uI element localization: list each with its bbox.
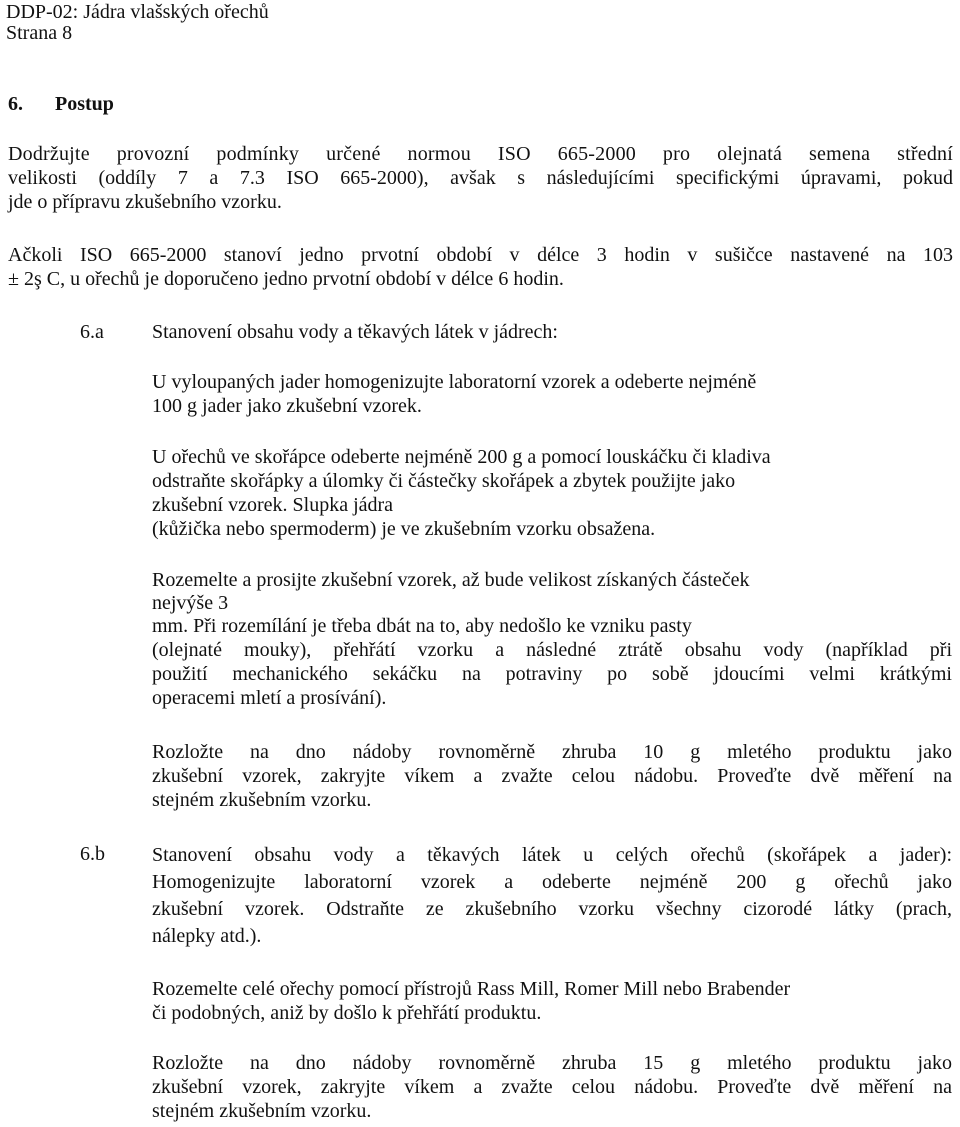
page-header	[6, 2, 606, 44]
paragraph-line: U ořechů ve skořápce odeberte nejméně 200 g a pomocí louskáčku či kladiva	[152, 446, 771, 468]
section-title: Postup	[55, 93, 114, 115]
paragraph-line: nejvýše 3	[152, 592, 229, 614]
paragraph-line: zkušební vzorek, zakryjte víkem a zvažte celou nádobu. Proveďte dvě měření na	[152, 1076, 952, 1098]
section-heading	[8, 92, 114, 116]
note-paragraph	[8, 243, 953, 291]
subsection-a-title: Stanovení obsahu vody a těkavých látek v jádrech:	[152, 321, 558, 343]
document-title: DDP-02: Jádra vlašských ořechů	[6, 1, 269, 23]
section-number: 6.	[8, 93, 23, 115]
paragraph-line: nálepky atd.).	[152, 925, 262, 947]
subsection-b-paragraph-2	[152, 977, 952, 1025]
intro-line: velikosti (oddíly 7 a 7.3 ISO 665-2000), avšak s následujícími specifickými úpravami, pokud	[8, 167, 953, 189]
subsection-a-number: 6.a	[80, 321, 104, 343]
paragraph-line: Rozemelte a prosijte zkušební vzorek, až bude velikost získaných částeček	[152, 569, 750, 591]
paragraph-line: zkušební vzorek. Odstraňte ze zkušebního vzorku všechny cizorodé látky (prach,	[152, 898, 952, 920]
paragraph-line: Rozložte na dno nádoby rovnoměrně zhruba 10 g mletého produktu jako	[152, 741, 952, 763]
subsection-b-paragraph-1	[152, 842, 952, 950]
page-number: Strana 8	[6, 22, 73, 44]
intro-line: Dodržujte provozní podmínky určené normou ISO 665-2000 pro olejnatá semena střední	[8, 143, 953, 165]
paragraph-line: Stanovení obsahu vody a těkavých látek u celých ořechů (skořápek a jader):	[152, 844, 952, 866]
paragraph-line: použití mechanického sekáčku na potraviny po sobě jdoucími velmi krátkými	[152, 663, 952, 685]
intro-paragraph	[8, 142, 953, 214]
paragraph-line: 100 g jader jako zkušební vzorek.	[152, 395, 422, 417]
paragraph-line: Rozemelte celé ořechy pomocí přístrojů Rass Mill, Romer Mill nebo Brabender	[152, 978, 791, 1000]
subsection-a-paragraph-3	[152, 568, 952, 710]
intro-line: jde o přípravu zkušebního vzorku.	[8, 191, 282, 213]
paragraph-line: zkušební vzorek, zakryjte víkem a zvažte celou nádobu. Proveďte dvě měření na	[152, 765, 952, 787]
paragraph-line: Homogenizujte laboratorní vzorek a odeberte nejméně 200 g ořechů jako	[152, 871, 952, 893]
paragraph-line: zkušební vzorek. Slupka jádra	[152, 494, 394, 516]
paragraph-line: operacemi mletí a prosívání).	[152, 687, 387, 709]
paragraph-line: (olejnaté mouky), přehřátí vzorku a následné ztrátě obsahu vody (například při	[152, 639, 952, 661]
paragraph-line: mm. Při rozemílání je třeba dbát na to, aby nedošlo ke vzniku pasty	[152, 615, 692, 637]
subsection-a-paragraph-4	[152, 740, 952, 812]
paragraph-line: Rozložte na dno nádoby rovnoměrně zhruba 15 g mletého produktu jako	[152, 1052, 952, 1074]
subsection-b-number: 6.b	[80, 843, 105, 865]
note-line: Ačkoli ISO 665-2000 stanoví jedno prvotní období v délce 3 hodin v sušičce nastavené na 103	[8, 244, 953, 266]
paragraph-line: odstraňte skořápky a úlomky či částečky skořápek a zbytek použijte jako	[152, 470, 736, 492]
paragraph-line: stejném zkušebním vzorku.	[152, 789, 372, 811]
note-line: ± 2ş C, u ořechů je doporučeno jedno prvotní období v délce 6 hodin.	[8, 268, 564, 290]
paragraph-line: či podobných, aniž by došlo k přehřátí produktu.	[152, 1002, 542, 1024]
paragraph-line: stejném zkušebním vzorku.	[152, 1100, 372, 1122]
paragraph-line: (kůžička nebo spermoderm) je ve zkušebním vzorku obsažena.	[152, 518, 656, 540]
subsection-a-paragraph-1	[152, 370, 952, 418]
paragraph-line: U vyloupaných jader homogenizujte laboratorní vzorek a odeberte nejméně	[152, 371, 757, 393]
subsection-a-paragraph-2	[152, 445, 952, 541]
subsection-b-paragraph-3	[152, 1051, 952, 1123]
